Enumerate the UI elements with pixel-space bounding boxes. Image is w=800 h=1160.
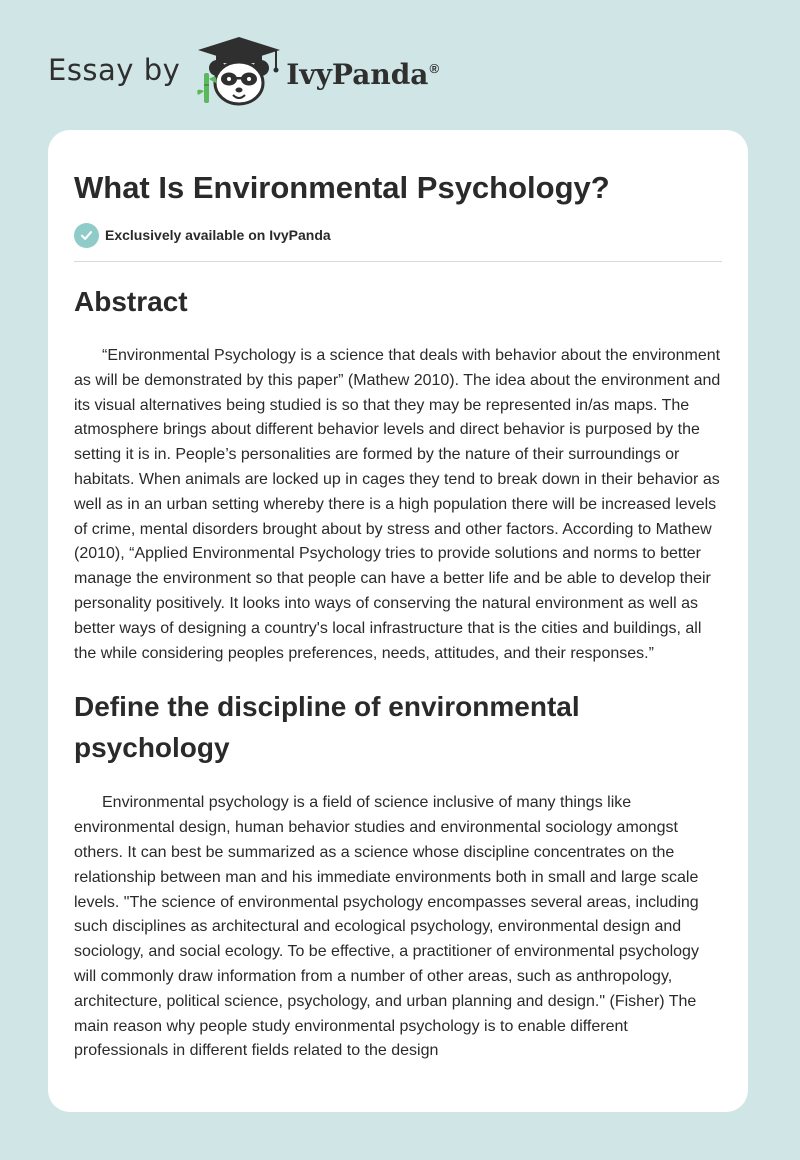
brand-name[interactable] (286, 58, 439, 91)
define-paragraph: Environmental psychology is a field of science inclusive of many things like environmental design, human behavior studies and environmental sociology amongst others. It can best be summarized as a science whose discipline concentrates on the relationship between man and his immediate environments both in small and large scale levels. "The science of environmental psychology encompasses several areas, including such disciplines as architectural and ecological psychology, environmental design and sociology, and social ecology. To be effective, a practitioner of environmental psychology will commonly draw information from a number of other areas, such as anthropology, architecture, political science, psychology, and urban planning and design." (Fisher) The main reason why people study environmental psychology is to enable different professionals in different fields related to the design (74, 794, 699, 1060)
essay-card (48, 130, 748, 1112)
section-heading-define: Define the discipline of environmental psychology (74, 691, 580, 764)
exclusive-label: Exclusively available on IvyPanda (105, 227, 331, 243)
registered-mark: ® (429, 61, 440, 77)
exclusive-badge (74, 222, 722, 248)
check-icon (74, 223, 99, 248)
page-title: What Is Environmental Psychology? (74, 170, 610, 205)
panda-logo-icon[interactable] (194, 35, 284, 109)
site-header (48, 34, 439, 110)
brand-name-text: IvyPanda (286, 57, 429, 91)
divider (74, 261, 722, 262)
essay-by-label: Essay by (48, 53, 181, 87)
section-heading-abstract: Abstract (74, 286, 188, 317)
abstract-paragraph: “Environmental Psychology is a science that deals with behavior about the environment as will be demonstrated by this paper” (Mathew 2010). The idea about the environment and its visual alternatives being studied is so that they may be represented in/as maps. The atmosphere brings about different behavior levels and direct behavior is purposed by the setting it is in. People’s personalities are formed by the nature of their surroundings or habitats. When animals are locked up in cages they tend to break down in their behavior as well as in an urban setting whereby there is a high population there will be increased levels of crime, mental disorders brought about by stress and other factors. According to Mathew (2010), “Applied Environmental Psychology tries to provide solutions and norms to better manage the environment so that people can have a better life and be able to develop their personality positively. It looks into ways of conserving the natural environment as well as better ways of designing a country's local infrastructure that is the cities and buildings, all the while considering peoples preferences, needs, attitudes, and their responses.” (74, 347, 721, 662)
